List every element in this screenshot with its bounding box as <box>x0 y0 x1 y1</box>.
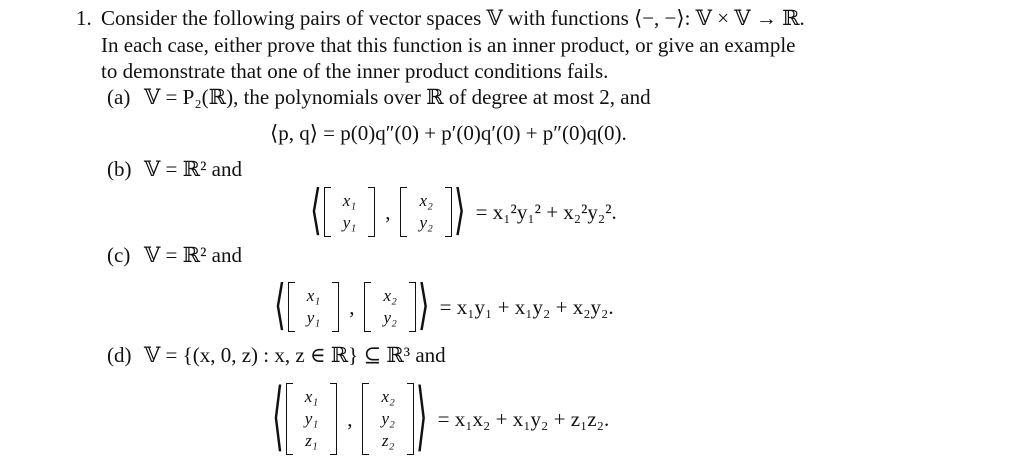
part-a-label: (a) <box>107 85 131 109</box>
part-d-label: (d) <box>107 343 132 367</box>
vector-entry: y₂ <box>383 308 397 327</box>
problem-number: 1. <box>76 6 92 30</box>
column-vector-2 <box>362 383 413 455</box>
part-a-formula: ⟨p, q⟩ = p(0)q″(0) + p′(0)q′(0) + p″(0)q(0). <box>270 121 627 145</box>
part-c-text: 𝕍 = ℝ² and <box>144 243 242 267</box>
part-c-label: (c) <box>107 243 131 267</box>
part-b-label: (b) <box>107 157 132 181</box>
vector-entry: x₂ <box>383 286 397 305</box>
right-angle-bracket: ⟩ <box>415 374 428 462</box>
left-angle-bracket: ⟨ <box>310 179 322 243</box>
vector-entry: y₂ <box>381 409 395 428</box>
column-vector-1 <box>324 187 375 237</box>
vector-entry: y₂ <box>419 213 433 232</box>
left-angle-bracket: ⟨ <box>272 374 284 462</box>
right-angle-bracket: ⟩ <box>453 179 466 243</box>
intro-line-3: to demonstrate that one of the inner product conditions fails. <box>101 59 609 83</box>
column-vector-1 <box>288 282 339 332</box>
vector-entry: x₂ <box>381 387 395 406</box>
vector-entry: y₁ <box>304 409 319 428</box>
vector-entry: x₁ <box>304 387 319 406</box>
vector-entry: y₁ <box>342 213 357 232</box>
vector-entry: y₁ <box>306 308 321 327</box>
part-b-rhs: = x₁²y₁² + x₂²y₂². <box>475 199 617 224</box>
part-b-equation: ⟨ x₁ y₁ , x₂ y₂ ⟩ = x₁²y₁² + x₂²y₂². <box>310 179 617 243</box>
column-vector-2 <box>364 282 415 332</box>
part-c-equation: ⟨ x₁ y₁ , x₂ y₂ ⟩ = x₁y₁ + x₁y₂ + x₂y₂. <box>274 274 614 338</box>
part-d-equation: ⟨ x₁ y₁ z₁ , x₂ y₂ z₂ ⟩ = x₁x₂ + x₁y₂ + z₁z₂. <box>272 374 610 462</box>
part-d-rhs: = x₁x₂ + x₁y₂ + z₁z₂. <box>437 406 610 431</box>
part-c-rhs: = x₁y₁ + x₁y₂ + x₂y₂. <box>439 294 614 319</box>
vector-entry: x₂ <box>419 191 433 210</box>
vector-entry: x₁ <box>306 286 321 305</box>
vector-entry: z₁ <box>305 431 318 450</box>
part-a-text: 𝕍 = P₂(ℝ), the polynomials over ℝ of degree at most 2, and <box>144 85 651 109</box>
vector-entry: z₂ <box>381 431 395 450</box>
column-vector-2 <box>400 187 451 237</box>
part-b-text: 𝕍 = ℝ² and <box>144 157 242 181</box>
part-d-text: 𝕍 = {(x, 0, z) : x, z ∈ ℝ} ⊆ ℝ³ and <box>144 343 446 367</box>
intro-line-1: Consider the following pairs of vector spaces 𝕍 with functions ⟨−, −⟩: 𝕍 × 𝕍 → ℝ. <box>101 6 805 30</box>
right-angle-bracket: ⟩ <box>417 274 430 338</box>
intro-line-2: In each case, either prove that this function is an inner product, or give an example <box>101 33 796 57</box>
column-vector-1 <box>286 383 337 455</box>
left-angle-bracket: ⟨ <box>274 274 286 338</box>
vector-entry: x₁ <box>342 191 357 210</box>
